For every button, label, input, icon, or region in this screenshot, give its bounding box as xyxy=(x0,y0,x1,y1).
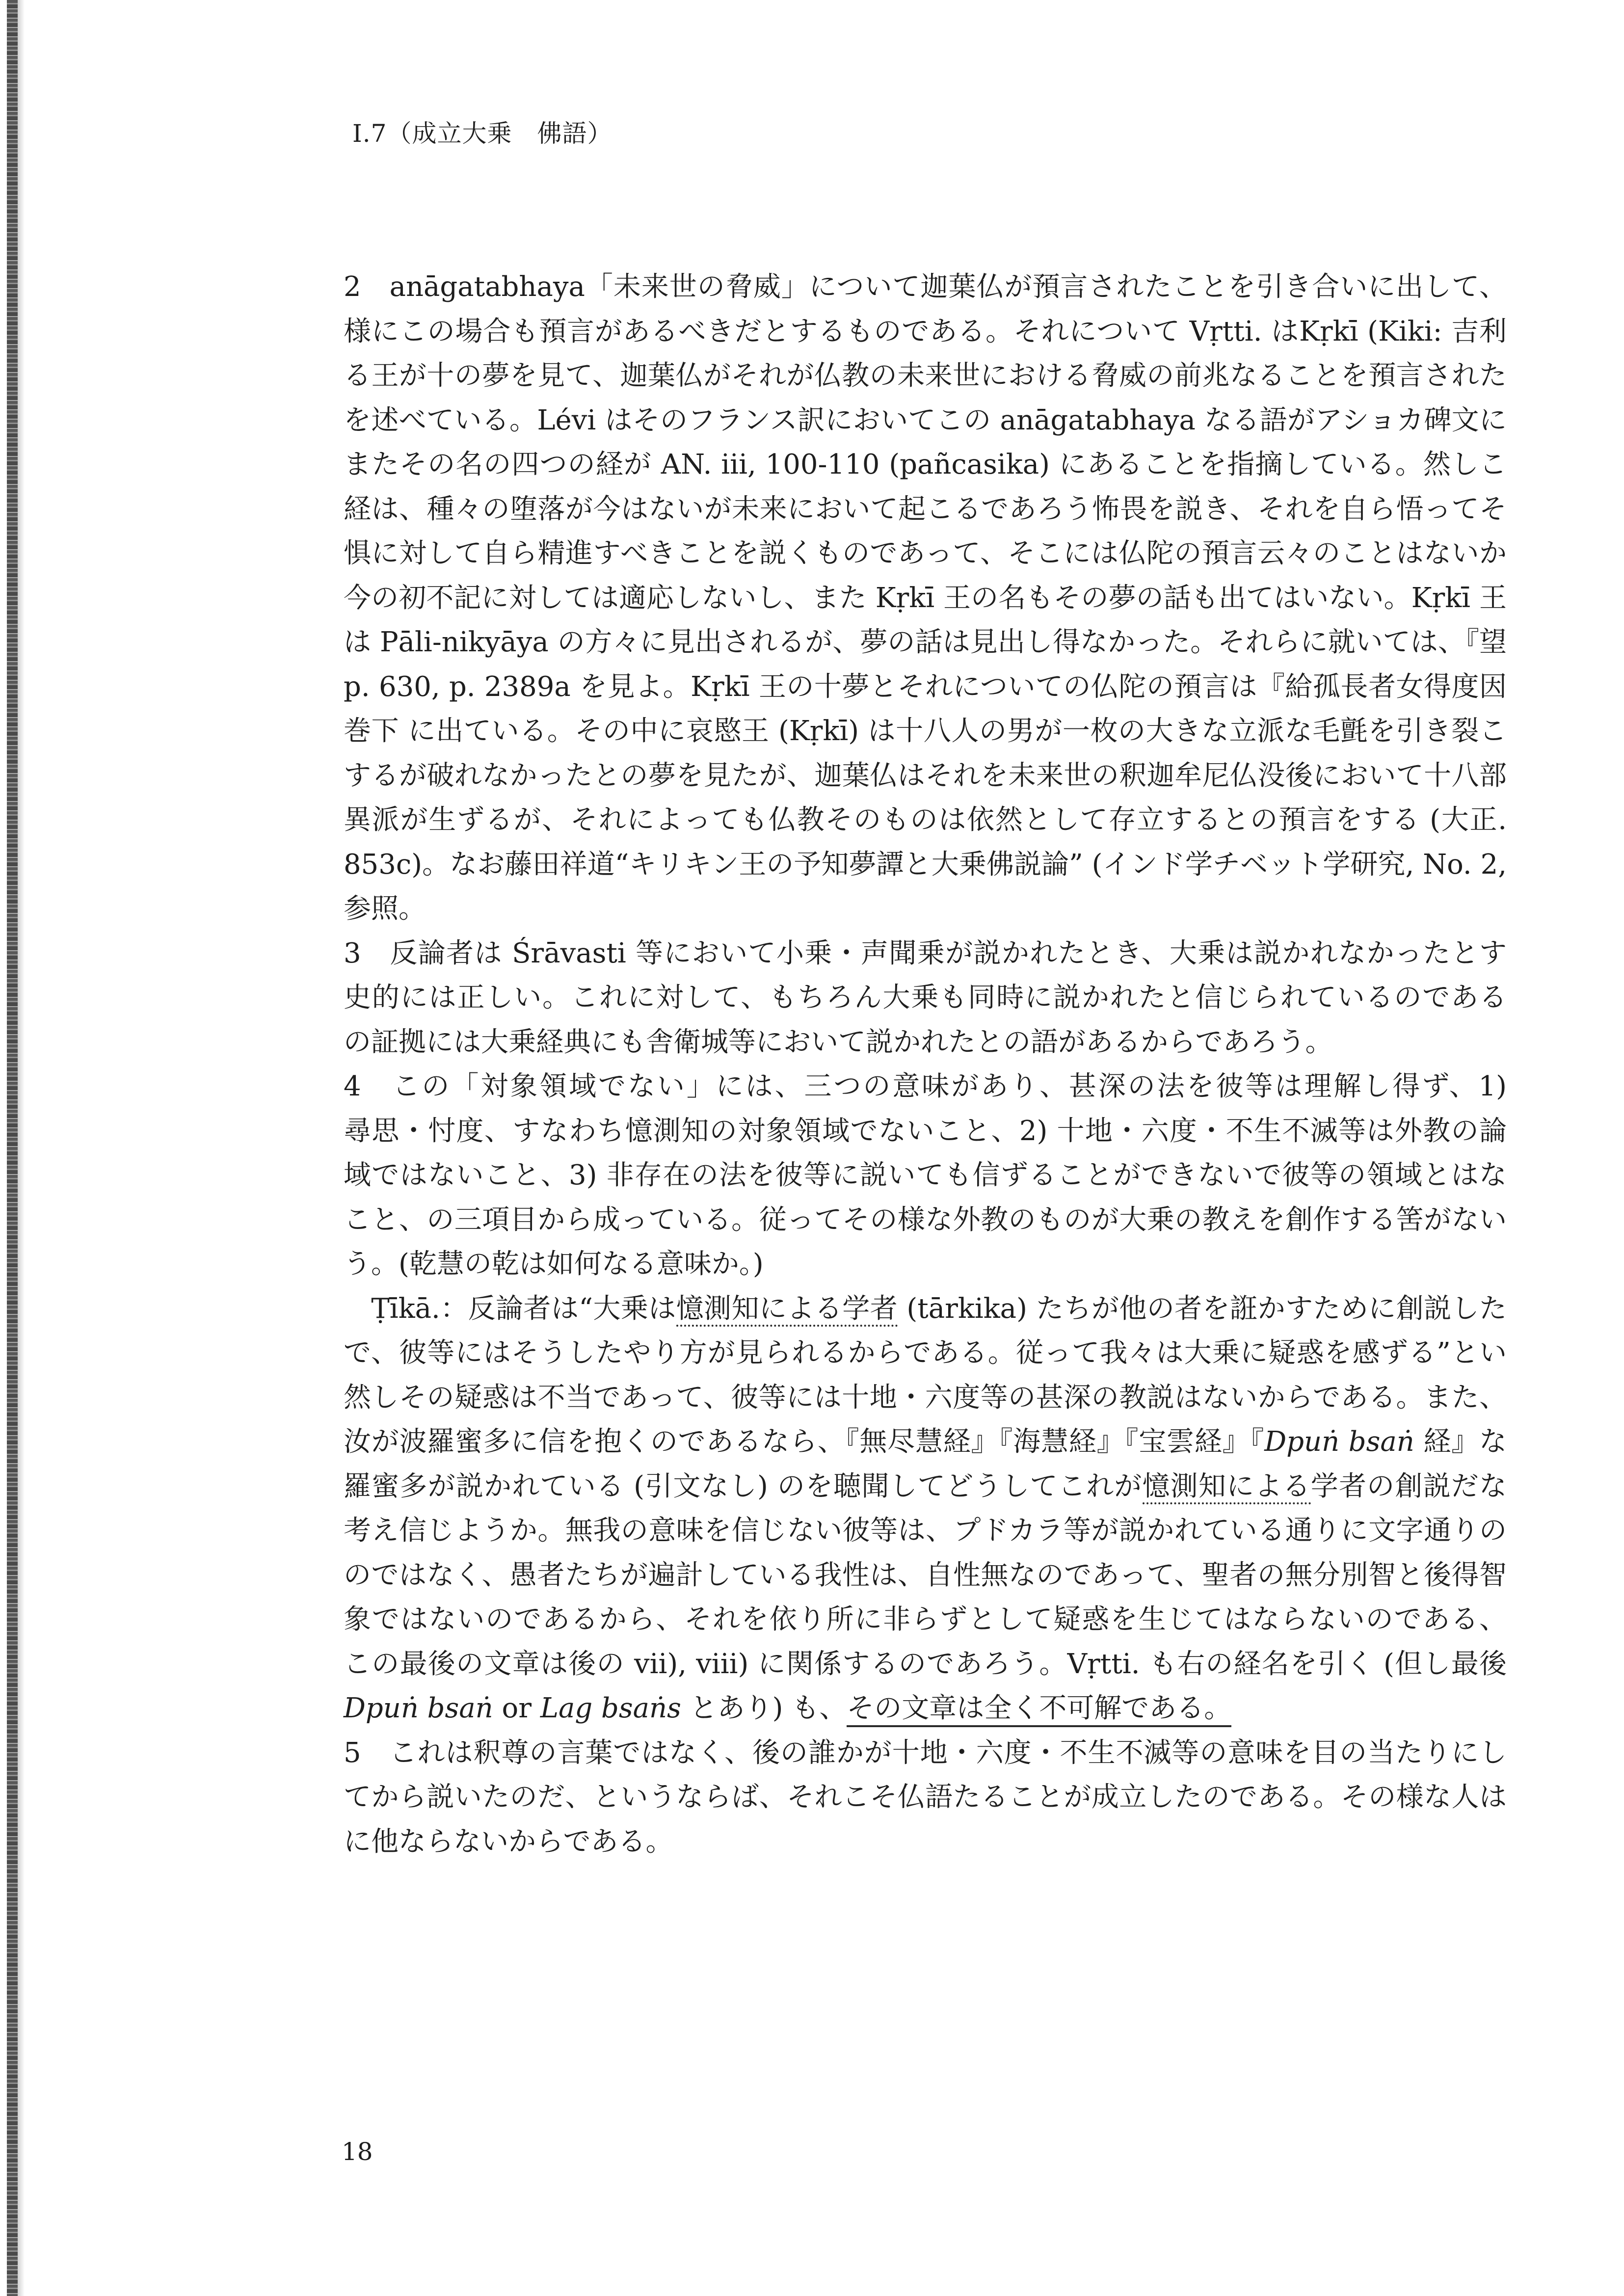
tika-line: で、彼等にはそうしたやり方が見られるからである。従って我々は大乗に疑惑を感ずる”とい xyxy=(344,1337,1507,1369)
tika-text: Ṭīkā.：反論者は“大乗は xyxy=(344,1292,676,1325)
note-3-line: 史的には正しい。これに対して、もちろん大乗も同時に説かれたと信じられているのである xyxy=(344,982,1507,1014)
note-5-line: に他ならないからである。 xyxy=(344,1825,673,1858)
note-5-line: てから説いたのだ、というならば、それこそ仏語たることが成立したのである。その様な人は xyxy=(344,1781,1507,1813)
note-2-line: は Pāli-nikyāya の方々に見出されるが、夢の話は見出し得なかった。それらに就いては、『望 xyxy=(344,626,1507,658)
running-header: I.7（成立大乗 佛語） xyxy=(352,119,612,148)
dotted-underline-phrase: 憶測知による xyxy=(1143,1470,1311,1504)
note-2-line: を述べている。Lévi はそのフランス訳においてこの anāgatabhaya なる語がアショカ碑文に xyxy=(344,404,1507,436)
tika-line xyxy=(344,1686,1507,1731)
tika-text: とあり) も、 xyxy=(681,1692,847,1724)
italic-title: Dpuṅ bsaṅ xyxy=(344,1692,493,1724)
tika-line: のではなく、愚者たちが遍計している我性は、自性無なのであって、聖者の無分別智と後得智 xyxy=(344,1559,1507,1591)
scan-binding-shadow xyxy=(18,0,25,2296)
note-2-line: 参照。 xyxy=(344,893,426,925)
note-2-line: 異派が生ずるが、それによっても仏教そのものは依然として存立するとの預言をする (大正. xyxy=(344,804,1507,836)
tika-text: 羅蜜多が説かれている (引文なし) のを聴聞してどうしてこれが xyxy=(344,1470,1143,1502)
note-3-line: の証拠には大乗経典にも舎衛城等において説かれたとの語があるからであろう。 xyxy=(344,1026,1333,1058)
note-2-line: 2 anāgatabhaya「未来世の脅威」について迦葉仏が預言されたことを引き合いに出して、 xyxy=(344,271,1507,303)
tika-line: 象ではないのであるから、それを依り所に非らずとして疑惑を生じてはならないのである、 xyxy=(344,1603,1507,1635)
italic-title: Lag bsaṅs xyxy=(540,1692,681,1724)
underlined-phrase: その文章は全く不可解である。 xyxy=(847,1692,1231,1727)
note-2-line: するが破れなかったとの夢を見たが、迦葉仏はそれを未来世の釈迦牟尼仏没後において十八部 xyxy=(344,759,1507,792)
tika-line xyxy=(344,1465,1507,1509)
note-2-line: 経は、種々の堕落が今はないが未来において起こるであろう怖畏を説き、それを自ら悟ってそ xyxy=(344,493,1507,525)
note-2-line: 惧に対して自ら精進すべきことを説くものであって、そこには仏陀の預言云々のことはないか xyxy=(344,537,1507,569)
note-2-line: 巻下 に出ている。その中に哀愍王 (Kṛkī) は十八人の男が一枚の大きな立派な毛氈を引き裂こ xyxy=(344,715,1507,747)
tika-line: 考え信じようか。無我の意味を信じない彼等は、プドカラ等が説かれている通りに文字通りの xyxy=(344,1515,1507,1547)
note-2-line: p. 630, p. 2389a を見よ。Kṛkī 王の十夢とそれについての仏陀の預言は『給孤長者女得度因 xyxy=(344,670,1507,703)
dotted-underline-phrase: 憶測知による学者 xyxy=(676,1293,898,1327)
page-number: 18 xyxy=(342,2137,373,2166)
tika-line: この最後の文章は後の vii), viii) に関係するのであろう。Vṛtti. も右の経名を引く (但し最後 xyxy=(344,1648,1507,1680)
tika-line: 然しその疑惑は不当であって、彼等には十地・六度等の甚深の教説はないからである。また、 xyxy=(344,1381,1507,1414)
scan-binding-edge xyxy=(7,0,18,2296)
tika-text: 経』な xyxy=(1423,1426,1507,1458)
tika-text: or xyxy=(493,1692,540,1724)
tika-text: (tārkika) たちが他の者を誑かすために創説した xyxy=(906,1292,1507,1325)
note-2-line: 853c)。なお藤田祥道“キリキン王の予知夢譚と大乗佛説論” (インド学チベット学研究, No. 2, xyxy=(344,848,1507,881)
tika-line xyxy=(344,1420,1507,1465)
note-4-line: こと、の三項目から成っている。従ってその様な外教のものが大乗の教えを創作する筈がない xyxy=(344,1203,1507,1236)
note-4-line: 尋思・忖度、すなわち憶測知の対象領域でないこと、2) 十地・六度・不生不滅等は外教の論 xyxy=(344,1115,1507,1147)
notes-body xyxy=(344,265,1507,1864)
note-4-line: 4 この「対象領域でない」には、三つの意味があり、甚深の法を彼等は理解し得ず、1) xyxy=(344,1070,1507,1102)
italic-title: Dpuṅ bsaṅ xyxy=(1264,1426,1414,1458)
note-4-line: 域ではないこと、3) 非存在の法を彼等に説いても信ずることができないで彼等の領域とはな xyxy=(344,1159,1507,1191)
tika-text: 学者の創説だな xyxy=(1310,1470,1507,1502)
note-3-line: 3 反論者は Śrāvasti 等において小乗・声聞乗が説かれたとき、大乗は説かれなかったとす xyxy=(344,937,1507,969)
note-5-line: 5 これは釈尊の言葉ではなく、後の誰かが十地・六度・不生不滅等の意味を目の当たりにし xyxy=(344,1736,1507,1769)
note-2-line: またその名の四つの経が AN. iii, 100-110 (pañcasika) にあることを指摘している。然しこ xyxy=(344,449,1507,481)
note-2-line: 様にこの場合も預言があるべきだとするものである。それについて Vṛtti. はKṛkī (Kiki: 吉利 xyxy=(344,315,1507,347)
note-4-line: う。(乾慧の乾は如何なる意味か。) xyxy=(344,1248,764,1280)
note-2-line: 今の初不記に対しては適応しないし、また Kṛkī 王の名もその夢の話も出てはいない。Kṛkī 王 xyxy=(344,582,1507,614)
tika-line xyxy=(344,1287,1507,1332)
note-2-line: る王が十の夢を見て、迦葉仏がそれが仏教の未来世における脅威の前兆なることを預言された xyxy=(344,360,1507,392)
tika-text: 汝が波羅蜜多に信を抱くのであるなら、『無尽慧経』『海慧経』『宝雲経』『 xyxy=(344,1426,1265,1458)
